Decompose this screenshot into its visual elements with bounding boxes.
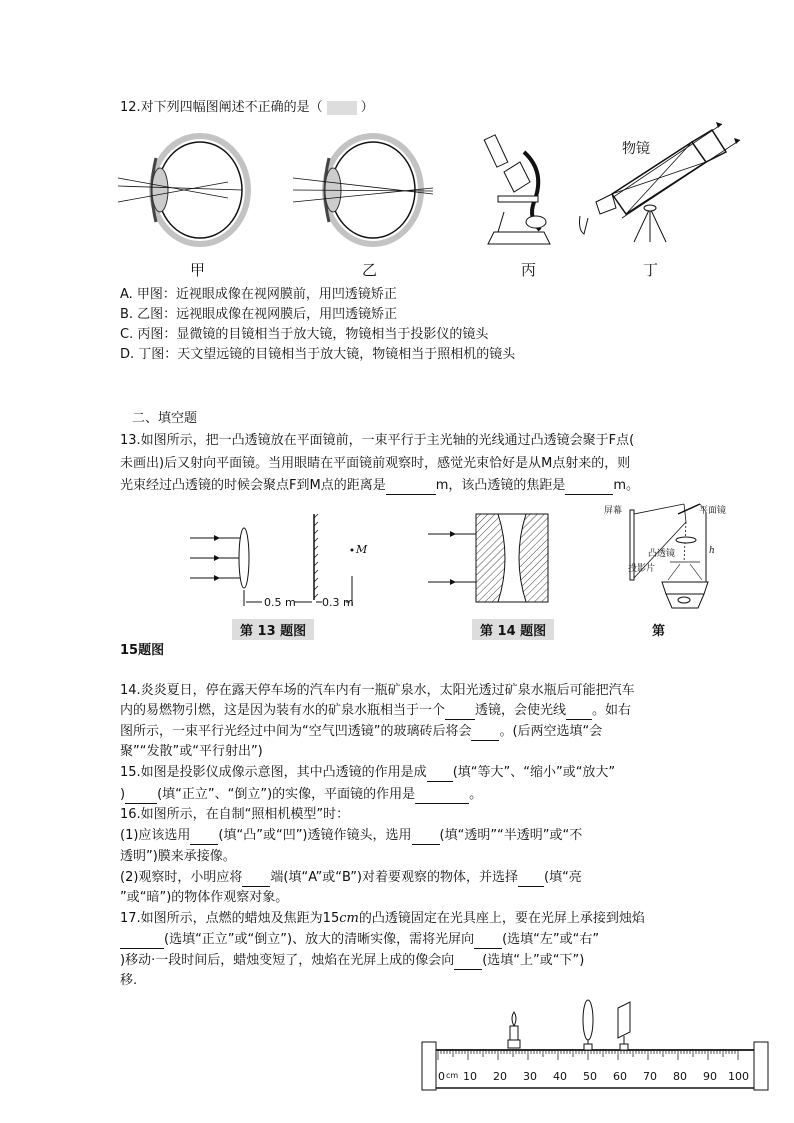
q16-line2: (1)应该选用 (填“凸”或“凹”)透镜作镜头，选用 (填“透明”“半透明”或“不	[120, 828, 583, 843]
proj-mirror-label: 平面镜	[699, 506, 727, 516]
option-d[interactable]: D. 丁图：天文望远镜的目镜相当于放大镜，物镜相当于照相机的镜头	[120, 347, 516, 362]
q14-line4: 聚”“发散”或“平行射出”)	[120, 744, 263, 759]
q17-blank-3[interactable]	[454, 955, 482, 970]
section-title: 二、填空题	[132, 411, 198, 426]
q16-blank-3[interactable]	[242, 872, 270, 887]
fig-label-bing: 丙	[521, 261, 537, 279]
tick-label-70: 70	[643, 1070, 657, 1083]
point-m-label: M	[356, 543, 368, 556]
distance-label-1: 0.5 m	[264, 596, 296, 609]
tick-label-40: 40	[553, 1070, 567, 1083]
microscope-drawing	[484, 132, 556, 250]
proj-lens-label: 凸透镜	[648, 549, 676, 559]
q17-blank-1[interactable]	[120, 934, 164, 949]
bench-scale-labels	[432, 1070, 752, 1084]
tick-label-50: 50	[583, 1070, 597, 1083]
answer-blank[interactable]	[327, 101, 357, 115]
proj-h-label: h	[709, 546, 715, 556]
q13-blank-2[interactable]	[565, 480, 613, 495]
q17-blank-2[interactable]	[474, 934, 502, 949]
q17-line4: 移.	[120, 973, 138, 988]
tick-label-90: 90	[703, 1070, 717, 1083]
option-c[interactable]: C. 丙图：显微镜的目镜相当于放大镜，物镜相当于投影仪的镜头	[120, 327, 489, 342]
option-b[interactable]: B. 乙图：远视眼成像在视网膜后，用凹透镜矫正	[120, 307, 398, 322]
q14-blank-2[interactable]	[566, 705, 592, 720]
q16-line5: ”或“暗”)的物体作观察对象。	[120, 890, 289, 905]
telescope-drawing	[572, 118, 744, 248]
q15-blank-3[interactable]	[415, 789, 469, 804]
q15-line2: ) (填“正立”、“倒立”)的实像，平面镜的作用是 。	[120, 787, 483, 802]
q13-line1: 13.如图所示，把一凸透镜放在平面镜前，一束平行于主光轴的光线通过凸透镜会聚于F点(	[120, 433, 635, 448]
objective-label: 物镜	[622, 141, 650, 157]
q16-line4: (2)观察时，小明应将 端(填“A”或“B”)对着要观察的物体，并选择 (填“亮	[120, 870, 582, 885]
q17-line2: (选填“正立”或“倒立”)、放大的清晰实像，需将光屏向 (选填“左”或“右”	[120, 931, 599, 949]
q16-blank-2[interactable]	[412, 830, 440, 845]
q17-line1: 17.如图所示，点燃的蜡烛及焦距为15cm的凸透镜固定在光具座上，要在光屏上承接到烛焰	[120, 911, 645, 926]
q16-line1: 16.如图所示，在自制“照相机模型”时：	[120, 807, 350, 822]
fig15-caption-b: 15题图	[120, 643, 165, 658]
q13-blank-1[interactable]	[386, 480, 436, 495]
myopia-eye-diagram	[118, 138, 248, 248]
tick-label-80: 80	[673, 1070, 687, 1083]
q14-line2: 内的易燃物引燃，这是因为装有水的矿泉水瓶相当于一个 透镜，会使光线 。如右	[120, 703, 632, 718]
q16-line3: 透明”)膜来承接像。	[120, 849, 236, 864]
q14-line1: 14.炎炎夏日，停在露天停车场的汽车内有一瓶矿泉水，太阳光透过矿泉水瓶后可能把汽车	[120, 683, 635, 698]
fig14-caption: 第 14 题图	[472, 619, 554, 640]
q17-line3: )移动·一段时间后，蜡烛变短了，烛焰在光屏上成的像会向 (选填“上”或“下”)	[120, 953, 585, 968]
fig13-lens-mirror	[190, 510, 390, 610]
q14-line3: 图所示，一束平行光经过中间为“空气凹透镜”的玻璃砖后将会 。(后两空选填“会	[120, 724, 603, 739]
q13-line2: 未画出)后又射向平面镜。当用眼睛在平面镜前观察时，感觉光束恰好是从M点射来的，则	[120, 456, 631, 471]
q14-blank-1[interactable]	[445, 705, 475, 720]
tick-label-10: 10	[463, 1070, 477, 1083]
option-a[interactable]: A. 甲图：近视眼成像在视网膜前，用凹透镜矫正	[120, 287, 397, 302]
tick-label-20: 20	[493, 1070, 507, 1083]
q15-blank-2[interactable]	[125, 789, 157, 804]
tick-label-100: 100	[728, 1070, 749, 1083]
q16-blank-1[interactable]	[190, 830, 218, 845]
q13-line3: 光束经过凸透镜的时候会聚点F到M点的距离是 m，该凸透镜的焦距是 m。	[120, 478, 640, 493]
tick-label-cm: cm	[446, 1071, 459, 1080]
distance-label-2: 0.3 m	[322, 596, 354, 609]
tick-label-30: 30	[523, 1070, 537, 1083]
tick-label-60: 60	[613, 1070, 627, 1083]
q12-stem: 12.对下列四幅图阐述不正确的是（ ）	[120, 100, 374, 115]
proj-screen-label: 屏幕	[604, 506, 623, 516]
proj-slide-label: 投影片	[628, 564, 656, 574]
hyperopia-eye-diagram	[293, 138, 438, 248]
q15-blank-1[interactable]	[427, 767, 453, 782]
fig14-glass-brick	[428, 510, 558, 610]
fig-label-yi: 乙	[362, 261, 378, 279]
fig13-caption: 第 13 题图	[232, 619, 314, 640]
tick-label-0: 0	[438, 1070, 445, 1083]
q14-blank-3[interactable]	[471, 726, 499, 741]
fig-label-ding: 丁	[643, 261, 659, 279]
q16-blank-4[interactable]	[518, 872, 544, 887]
fig-label-jia: 甲	[190, 261, 206, 279]
fig15-caption-a: 第	[652, 624, 666, 639]
q15-line1: 15.如图是投影仪成像示意图，其中凸透镜的作用是成 (填“等大”、“缩小”或“放大”	[120, 765, 616, 780]
